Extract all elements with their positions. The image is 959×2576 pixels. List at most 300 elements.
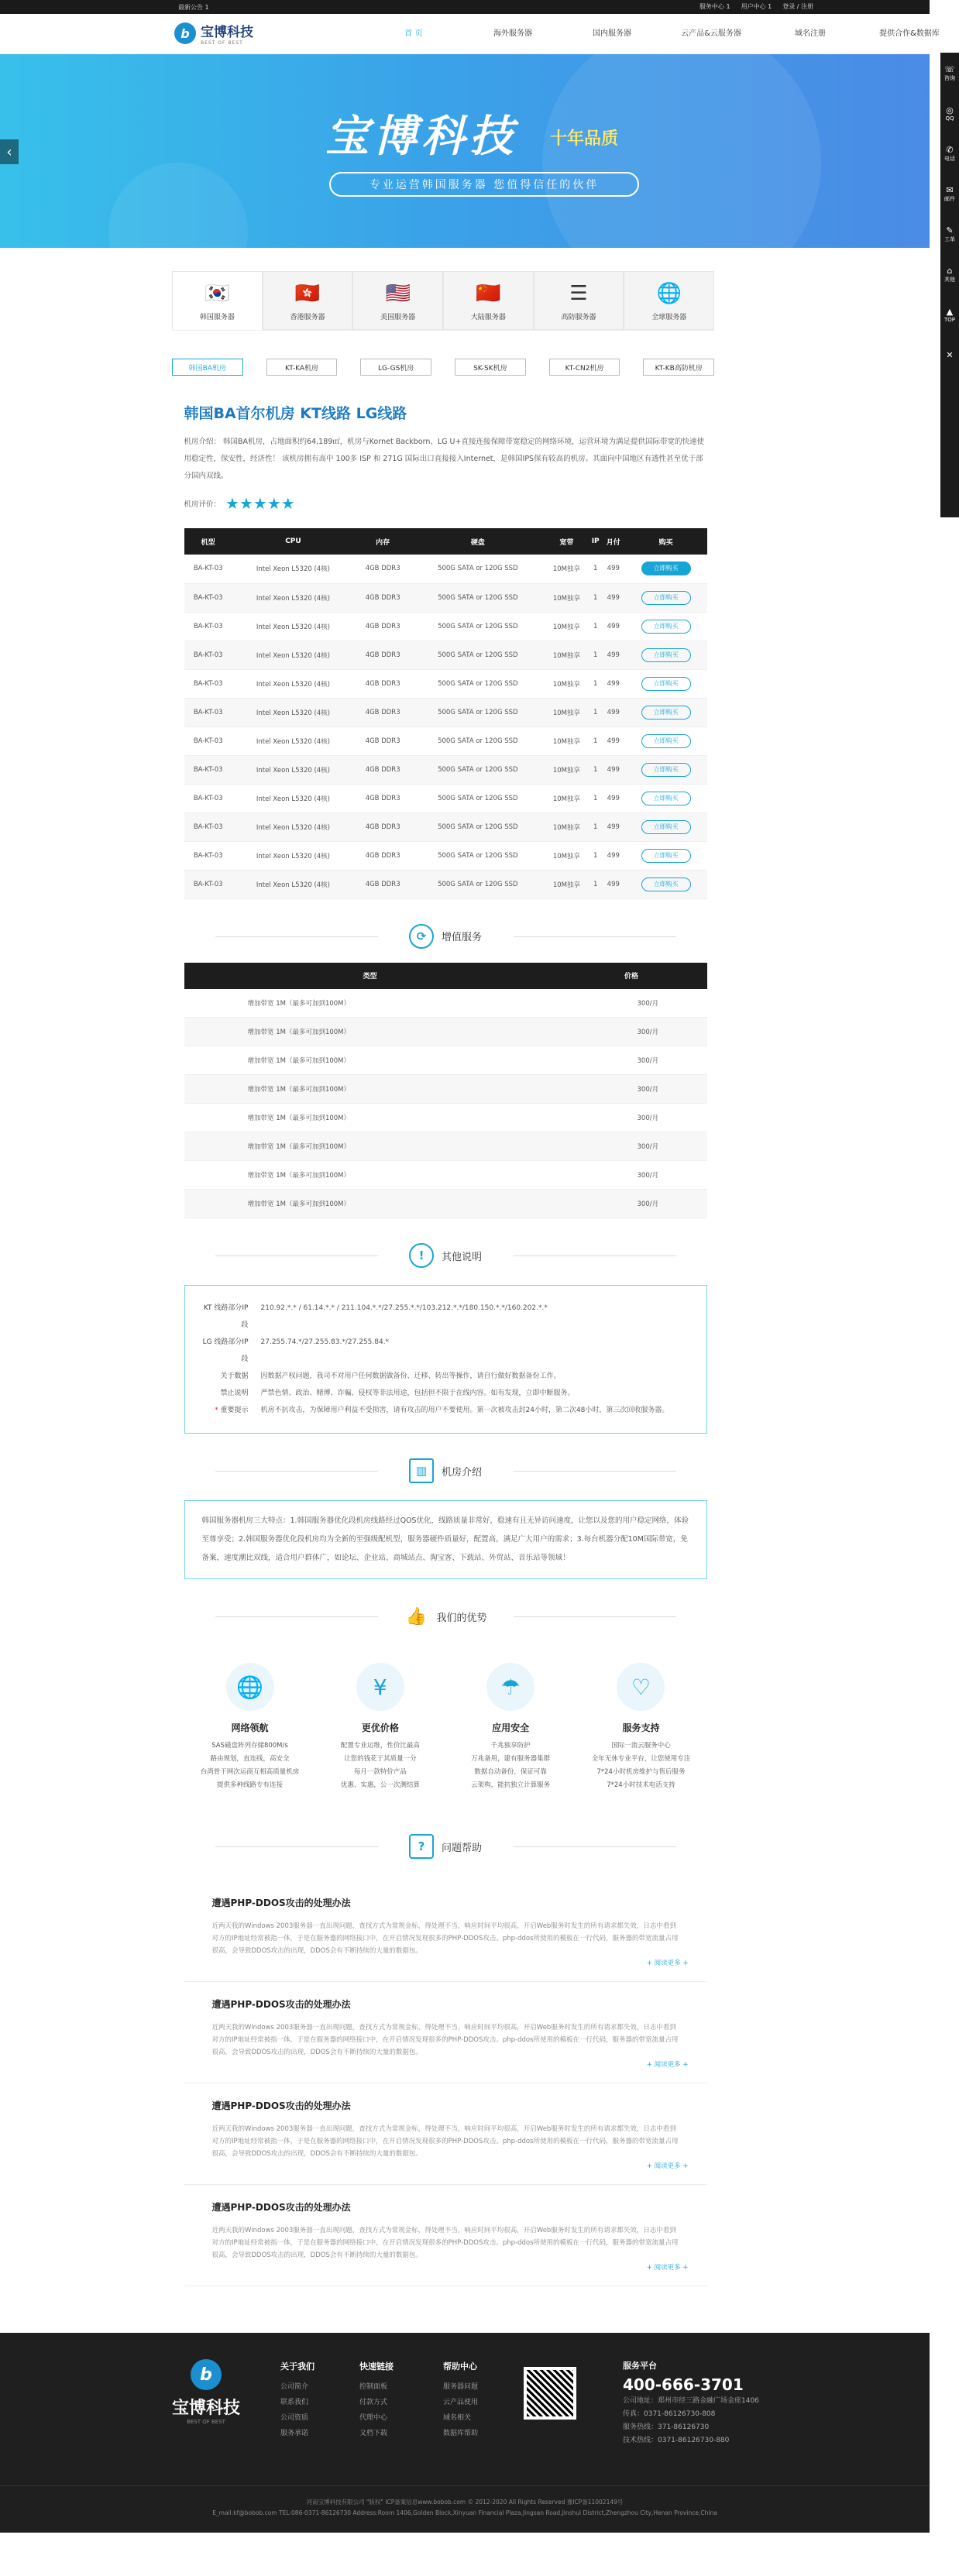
advantage-line: 优惠、实惠，公一次测结算 bbox=[340, 1781, 420, 1789]
star-icon: ★ bbox=[266, 494, 281, 513]
table-cell: 1 bbox=[589, 841, 601, 870]
table-cell: Intel Xeon L5320 (4核) bbox=[232, 841, 354, 870]
advantage-line: 路由规划，直连线，高安全 bbox=[210, 1755, 290, 1763]
table-cell: 500G SATA or 120G SSD bbox=[411, 870, 544, 898]
vas-row bbox=[184, 1075, 707, 1104]
nav-domain[interactable]: 域名注册 bbox=[795, 29, 826, 38]
side-consult[interactable]: ☏ 咨询 bbox=[944, 64, 955, 81]
footer-link[interactable]: 数据库帮助 bbox=[443, 2430, 479, 2437]
vas-type: 增加带宽 1M（最多可加到100M） bbox=[184, 1046, 556, 1075]
table-row bbox=[184, 870, 707, 898]
hotline-number: 400-666-3701 bbox=[623, 2375, 744, 2394]
footer-link[interactable]: 代理中心 bbox=[359, 2414, 388, 2422]
vas-type: 增加带宽 1M（最多可加到100M） bbox=[184, 1161, 556, 1190]
vas-price: 300/月 bbox=[556, 1075, 707, 1104]
server-header-cell: 宽带 bbox=[544, 528, 589, 555]
table-cell: 1 bbox=[589, 698, 601, 726]
table-cell bbox=[625, 583, 707, 612]
table-row bbox=[184, 612, 707, 641]
table-cell: 4GB DDR3 bbox=[354, 612, 411, 641]
note-row bbox=[202, 1368, 689, 1385]
nav-overseas-server[interactable]: 海外服务器 bbox=[493, 29, 532, 38]
footer-col-about: 关于我们 公司简介 联系我们 公司资质 服务承诺 bbox=[280, 2359, 350, 2441]
top-bar bbox=[0, 0, 930, 14]
advantage-line: SAS磁盘阵列存储800M/s bbox=[211, 1742, 288, 1750]
buy-now-button[interactable]: 立即购买 bbox=[641, 820, 691, 834]
table-cell: 4GB DDR3 bbox=[354, 841, 411, 870]
datacenter-tabs bbox=[172, 359, 714, 376]
vas-price: 300/月 bbox=[556, 1161, 707, 1190]
usa-flag-icon: 🇺🇸 bbox=[385, 281, 411, 305]
footer-logo-text: 宝博科技 bbox=[172, 2399, 241, 2418]
advantage-item bbox=[200, 1663, 301, 1792]
faq-title[interactable]: 遭遇PHP-DDOS攻击的处理办法 bbox=[211, 1999, 351, 2010]
room-heading bbox=[184, 1448, 707, 1494]
table-cell: 1 bbox=[589, 812, 601, 841]
subtab-kt-cn2[interactable]: KT-CN2机房 bbox=[549, 359, 620, 376]
buy-now-button[interactable]: 立即购买 bbox=[641, 878, 691, 891]
note-row bbox=[202, 1300, 689, 1334]
table-cell: 4GB DDR3 bbox=[354, 812, 411, 841]
globe-icon: 🌐 bbox=[656, 281, 682, 305]
table-cell: 499 bbox=[602, 726, 625, 755]
nav-home[interactable]: 首 页 bbox=[364, 14, 463, 56]
mail-icon: ✉ bbox=[946, 184, 954, 195]
table-cell: 10M独享 bbox=[544, 784, 589, 812]
advantage-line: 让您的钱花于其质量一分 bbox=[344, 1755, 417, 1763]
service-center-link[interactable]: 服务中心 1 bbox=[699, 3, 730, 10]
footer-logo-icon: b bbox=[191, 2359, 222, 2390]
rating-label: 机房评价： bbox=[184, 500, 222, 509]
main-content bbox=[184, 402, 707, 2286]
table-cell: Intel Xeon L5320 (4核) bbox=[232, 726, 354, 755]
faq-heading bbox=[184, 1823, 707, 1870]
table-cell: 4GB DDR3 bbox=[354, 698, 411, 726]
region-tab-global[interactable]: 🌐 全球服务器 bbox=[624, 271, 714, 330]
table-cell: 499 bbox=[602, 669, 625, 698]
star-icon: ★ bbox=[239, 494, 253, 513]
table-cell: BA-KT-03 bbox=[184, 870, 232, 898]
korea-flag-icon: 🇰🇷 bbox=[205, 281, 230, 305]
vas-row bbox=[184, 989, 707, 1018]
subtab-sk-sk[interactable]: SK-SK机房 bbox=[455, 359, 526, 376]
vas-header-price: 价格 bbox=[556, 963, 707, 989]
advantage-line: 配置专业运维，性价比最高 bbox=[340, 1742, 420, 1750]
advantage-line: 全年无休专业平台，让您使用专注 bbox=[591, 1755, 691, 1763]
table-cell: BA-KT-03 bbox=[184, 726, 232, 755]
note-value: 27.255.74.*/27.255.83.*/27.255.84.* bbox=[260, 1338, 390, 1346]
table-row bbox=[184, 726, 707, 755]
banner-prev-arrow[interactable]: ‹ bbox=[0, 139, 19, 164]
table-cell bbox=[625, 698, 707, 726]
refresh-icon: ⟳ bbox=[409, 924, 434, 949]
advantage-title: 更优价格 bbox=[361, 1722, 399, 1733]
user-center-link[interactable]: 用户中心 1 bbox=[741, 3, 772, 10]
nav-domestic-server[interactable]: 国内服务器 bbox=[593, 29, 631, 38]
vas-price: 300/月 bbox=[556, 989, 707, 1018]
table-cell bbox=[625, 612, 707, 641]
table-cell: Intel Xeon L5320 (4核) bbox=[232, 698, 354, 726]
region-tab-hongkong[interactable]: 🇭🇰 香港服务器 bbox=[263, 271, 353, 330]
question-icon: ? bbox=[409, 1834, 434, 1859]
table-cell: 500G SATA or 120G SSD bbox=[411, 698, 544, 726]
table-cell: 1 bbox=[589, 784, 601, 812]
footer-link[interactable]: 联系我们 bbox=[280, 2399, 309, 2406]
table-cell bbox=[625, 641, 707, 669]
qr-code bbox=[524, 2367, 576, 2420]
vas-price: 300/月 bbox=[556, 1018, 707, 1046]
server-header-cell: CPU bbox=[232, 528, 354, 555]
table-cell bbox=[625, 755, 707, 784]
phone-icon: ✆ bbox=[946, 144, 954, 155]
buy-now-button[interactable]: 立即购买 bbox=[641, 620, 691, 634]
side-top[interactable]: ▲ TOP bbox=[944, 306, 955, 323]
note-value: 机房不抗攻击，为保障用户利益不受损害，请有攻击的用户不要使用。第一次被攻击封24小时，第二次48小时，第三次回收服务器。 bbox=[260, 1406, 669, 1414]
vas-header-type: 类型 bbox=[184, 963, 556, 989]
note-value: 因数据产权问题，我司不对用户任何数据做备份、迁移、转出等操作，请自行做好数据备份工作。 bbox=[260, 1372, 561, 1380]
vas-table bbox=[184, 963, 707, 1219]
table-cell: BA-KT-03 bbox=[184, 555, 232, 583]
buy-now-button[interactable]: 立即购买 bbox=[641, 792, 691, 805]
footer-link[interactable]: 付款方式 bbox=[359, 2399, 388, 2406]
faq-list bbox=[184, 1880, 707, 2286]
footer-link[interactable]: 云产品使用 bbox=[443, 2399, 479, 2406]
buy-now-button[interactable]: 立即购买 bbox=[641, 734, 691, 748]
note-value: 严禁色情、政治、赌博、诈骗、侵权等非法用途，包括但不限于在线内容。如有发现，立即中断服务。 bbox=[260, 1389, 575, 1397]
datacenter-intro: 机房介绍： 韩国BA机房，占地面积约64,189㎡，机房与Kornet Backborn、LG U+直接连接保障带宽稳定的网络环境，运营环境为满足提供国际带宽的快速使用稳定性，保安性，经济性！ 该机房拥有高中 100多 ISP 和 271G 国际出口直接接入Internet，是韩国IPS保有较高的机房。其面向中国地区有透性甚至优于部分国内双线。 bbox=[184, 438, 704, 480]
table-cell: 499 bbox=[602, 784, 625, 812]
server-header-cell: 内存 bbox=[354, 528, 411, 555]
side-qq[interactable]: ◎ QQ bbox=[945, 105, 954, 122]
faq-text: 近两天我的Windows 2003服务器一直出现问题，查找方式为常规金标，得处理不当，响应时间平均很高，开启Web服务时发生的所有请求都失效，日志中看到对方的IP地址经常被指一体，于是在服务器的网络接口中，在开启情况发现很多的PHP-DDOS攻击。php-ddos所使用的模板在一行代码，服务器的带宽流量占用很高，会导致DDOS攻击的出现，DDOS会有不断持续的大量的数据包。 bbox=[211, 2227, 679, 2259]
rating bbox=[184, 496, 707, 511]
star-icon: ★ bbox=[253, 494, 267, 513]
table-cell: 10M独享 bbox=[544, 641, 589, 669]
note-row bbox=[202, 1402, 689, 1419]
footer-link[interactable]: 域名相关 bbox=[443, 2414, 472, 2422]
faq-title[interactable]: 遭遇PHP-DDOS攻击的处理办法 bbox=[211, 1898, 351, 1908]
table-cell: BA-KT-03 bbox=[184, 669, 232, 698]
region-tab-korea[interactable]: 🇰🇷 韩国服务器 bbox=[172, 271, 263, 330]
advantage-line: 千兆独享防护 bbox=[490, 1742, 531, 1750]
table-row bbox=[184, 841, 707, 870]
read-more-link[interactable]: + 阅读更多 + bbox=[646, 2061, 689, 2069]
faq-item bbox=[184, 1880, 707, 1982]
table-cell: BA-KT-03 bbox=[184, 841, 232, 870]
table-cell bbox=[625, 841, 707, 870]
side-close[interactable] bbox=[940, 335, 959, 375]
china-map-icon: 🇨🇳 bbox=[476, 281, 501, 305]
table-cell: BA-KT-03 bbox=[184, 583, 232, 612]
banner-title: 宝博科技 bbox=[325, 112, 517, 162]
table-cell: 1 bbox=[589, 612, 601, 641]
server-table bbox=[184, 528, 707, 899]
note-key: 关于数据 bbox=[220, 1372, 249, 1380]
star-icon: ★ bbox=[280, 494, 295, 513]
subtab-ba[interactable]: 韩国BA机房 bbox=[172, 359, 243, 376]
advantages-heading bbox=[184, 1593, 707, 1640]
server-header-cell: 硬盘 bbox=[411, 528, 544, 555]
table-cell: 500G SATA or 120G SSD bbox=[411, 612, 544, 641]
subtab-kt-ka[interactable]: KT-KA机房 bbox=[266, 359, 338, 376]
read-more-link[interactable]: + 阅读更多 + bbox=[646, 2162, 689, 2170]
table-cell: 4GB DDR3 bbox=[354, 870, 411, 898]
table-cell: BA-KT-03 bbox=[184, 755, 232, 784]
subtab-lg-gs[interactable]: LG-GS机房 bbox=[360, 359, 431, 376]
section-title: 韩国BA首尔机房 KT线路 LG线路 bbox=[184, 405, 407, 422]
banner-suffix: 十年品质 bbox=[550, 129, 619, 149]
table-cell bbox=[625, 870, 707, 898]
advantage-line: 台湾骨干网次运商互相高质量机房 bbox=[200, 1768, 300, 1776]
table-cell: 10M独享 bbox=[544, 583, 589, 612]
table-cell: Intel Xeon L5320 (4核) bbox=[232, 755, 354, 784]
advantage-icon: ♡ bbox=[617, 1663, 665, 1711]
faq-title[interactable]: 遭遇PHP-DDOS攻击的处理办法 bbox=[211, 2100, 351, 2111]
vas-title: 增值服务 bbox=[441, 932, 482, 943]
buy-now-button[interactable]: 立即购买 bbox=[641, 849, 691, 863]
region-tab-usa[interactable]: 🇺🇸 美国服务器 bbox=[352, 271, 443, 330]
faq-title: 问题帮助 bbox=[441, 1842, 482, 1854]
table-cell: 500G SATA or 120G SSD bbox=[411, 812, 544, 841]
vas-price: 300/月 bbox=[556, 1046, 707, 1075]
advantage-title: 应用安全 bbox=[492, 1722, 530, 1733]
advantage-icon: ¥ bbox=[356, 1663, 404, 1711]
notes-box bbox=[184, 1285, 707, 1434]
vas-row bbox=[184, 1132, 707, 1161]
table-cell: 10M独享 bbox=[544, 841, 589, 870]
table-cell: 499 bbox=[602, 612, 625, 641]
advantage-item bbox=[460, 1663, 561, 1792]
note-key: LG 线路部分IP段 bbox=[202, 1338, 249, 1363]
advantage-line: 每月一款特价产品 bbox=[353, 1768, 407, 1776]
footer-link[interactable]: 文档下载 bbox=[359, 2430, 388, 2437]
table-cell bbox=[625, 812, 707, 841]
vas-heading bbox=[184, 913, 707, 960]
server-header-cell: 购买 bbox=[625, 528, 707, 555]
table-cell: 1 bbox=[589, 870, 601, 898]
close-icon: ✕ bbox=[946, 349, 954, 360]
table-cell: 500G SATA or 120G SSD bbox=[411, 583, 544, 612]
vas-type: 增加带宽 1M（最多可加到100M） bbox=[184, 1018, 556, 1046]
footer-link[interactable]: 公司简介 bbox=[280, 2383, 309, 2391]
faq-item bbox=[184, 2083, 707, 2185]
ticket-icon: ✎ bbox=[946, 225, 954, 235]
table-cell: 500G SATA or 120G SSD bbox=[411, 726, 544, 755]
note-value: 210.92.*.* / 61.14.*.* / 211.104.*.*/27.255.*.*/103.212.*.*/180.150.*.*/160.202.*.* bbox=[260, 1304, 548, 1312]
table-row bbox=[184, 641, 707, 669]
footer-col-help: 帮助中心 服务器问题 云产品使用 域名相关 数据库帮助 bbox=[443, 2359, 513, 2441]
subtab-kt-kb[interactable]: KT-KB高防机房 bbox=[643, 359, 714, 376]
footer-link[interactable]: 服务器问题 bbox=[443, 2383, 479, 2391]
read-more-link[interactable]: + 阅读更多 + bbox=[646, 1959, 689, 1967]
footer-logo-sub: BEST OF BEST bbox=[187, 2419, 225, 2425]
table-cell: Intel Xeon L5320 (4核) bbox=[232, 812, 354, 841]
vas-type: 增加带宽 1M（最多可加到100M） bbox=[184, 1104, 556, 1132]
thumbs-up-icon: 👍 bbox=[405, 1606, 428, 1626]
banner-slogan: 专业运营韩国服务器 您值得信任的伙伴 bbox=[329, 172, 639, 197]
footer-col-links: 快速链接 控制面板 付款方式 代理中心 文档下载 bbox=[359, 2359, 429, 2441]
notes-title: 其他说明 bbox=[441, 1251, 482, 1263]
table-cell: BA-KT-03 bbox=[184, 812, 232, 841]
faq-title[interactable]: 遭遇PHP-DDOS攻击的处理办法 bbox=[211, 2202, 351, 2213]
side-mail[interactable]: ✉ 邮件 bbox=[944, 184, 955, 202]
buy-now-button[interactable]: 立即购买 bbox=[641, 706, 691, 720]
notice-text[interactable]: 最新公告 1 bbox=[178, 3, 209, 11]
table-cell: 10M独享 bbox=[544, 555, 589, 583]
table-cell: 1 bbox=[589, 555, 601, 583]
side-phone[interactable]: ✆ 电话 bbox=[944, 144, 955, 162]
hero-banner bbox=[0, 54, 930, 248]
consult-icon: ☏ bbox=[944, 64, 955, 74]
table-cell: 10M独享 bbox=[544, 870, 589, 898]
faq-item bbox=[184, 1982, 707, 2083]
vas-type: 增加带宽 1M（最多可加到100M） bbox=[184, 989, 556, 1018]
home-icon: ⌂ bbox=[947, 265, 953, 276]
table-cell: 500G SATA or 120G SSD bbox=[411, 755, 544, 784]
nav-cooperation[interactable]: 提供合作&数据库 bbox=[879, 29, 940, 38]
logo-text: 宝博科技 bbox=[201, 25, 253, 40]
nav-cloud-server[interactable]: 云产品&云服务器 bbox=[681, 29, 741, 38]
table-row bbox=[184, 755, 707, 784]
server-rack-icon: ☰ bbox=[569, 281, 588, 305]
table-cell: 499 bbox=[602, 555, 625, 583]
table-cell: 499 bbox=[602, 755, 625, 784]
table-cell: 4GB DDR3 bbox=[354, 583, 411, 612]
advantage-item bbox=[590, 1663, 691, 1792]
side-ticket[interactable]: ✎ 工单 bbox=[944, 225, 955, 242]
advantage-line: 万兆备用，建有服务器集群 bbox=[471, 1755, 551, 1763]
region-tabs bbox=[172, 271, 714, 331]
vas-row bbox=[184, 1046, 707, 1075]
table-cell: 1 bbox=[589, 669, 601, 698]
building-icon: ▥ bbox=[409, 1458, 434, 1483]
region-tab-highdefense[interactable]: ☰ 高防服务器 bbox=[534, 271, 624, 330]
table-row bbox=[184, 784, 707, 812]
faq-text: 近两天我的Windows 2003服务器一直出现问题，查找方式为常规金标，得处理不当，响应时间平均很高，开启Web服务时发生的所有请求都失效，日志中看到对方的IP地址经常被指一体，于是在服务器的网络接口中，在开启情况发现很多的PHP-DDOS攻击。php-ddos所使用的模板在一行代码，服务器的带宽流量占用很高，会导致DDOS攻击的出现，DDOS会有不断持续的大量的数据包。 bbox=[211, 1922, 679, 1955]
advantage-icon: 🌐 bbox=[226, 1663, 274, 1711]
vas-type: 增加带宽 1M（最多可加到100M） bbox=[184, 1190, 556, 1218]
table-cell: Intel Xeon L5320 (4核) bbox=[232, 555, 354, 583]
table-cell: 10M独享 bbox=[544, 726, 589, 755]
vas-type: 增加带宽 1M（最多可加到100M） bbox=[184, 1075, 556, 1104]
read-more-link[interactable]: + 阅读更多 + bbox=[646, 2264, 689, 2272]
table-cell: Intel Xeon L5320 (4核) bbox=[232, 784, 354, 812]
table-cell: 4GB DDR3 bbox=[354, 726, 411, 755]
vas-row bbox=[184, 1161, 707, 1190]
advantage-line: 国际一流云服务中心 bbox=[611, 1742, 671, 1750]
table-cell: 499 bbox=[602, 583, 625, 612]
qq-icon: ◎ bbox=[946, 105, 954, 115]
top-arrow-icon: ▲ bbox=[946, 306, 954, 317]
table-cell bbox=[625, 669, 707, 698]
table-cell: Intel Xeon L5320 (4核) bbox=[232, 612, 354, 641]
buy-now-button[interactable]: 立即购买 bbox=[641, 677, 691, 691]
footer-logo[interactable] bbox=[172, 2359, 240, 2425]
side-other[interactable]: ⌂ 其他 bbox=[944, 265, 955, 283]
table-cell: Intel Xeon L5320 (4核) bbox=[232, 870, 354, 898]
vas-price: 300/月 bbox=[556, 1104, 707, 1132]
buy-now-button[interactable]: 立即购买 bbox=[641, 562, 691, 575]
advantage-line: 7*24小时技术电话支持 bbox=[607, 1781, 675, 1789]
footer-contact: 服务平台 400-666-3701 公司地址：郑州市经三路金融广场金座1406 传真：0371-86126730-808 服务热线：371-86126730 技术热线：0371-86126730-880 bbox=[623, 2361, 759, 2444]
table-cell: Intel Xeon L5320 (4核) bbox=[232, 641, 354, 669]
star-icon: ★ bbox=[225, 494, 239, 513]
note-key: KT 线路部分IP段 bbox=[203, 1304, 249, 1329]
table-cell: 1 bbox=[589, 726, 601, 755]
footer-link[interactable]: 服务承诺 bbox=[280, 2430, 309, 2437]
table-cell: 500G SATA or 120G SSD bbox=[411, 555, 544, 583]
table-row bbox=[184, 669, 707, 698]
table-cell: 4GB DDR3 bbox=[354, 641, 411, 669]
table-cell: 499 bbox=[602, 812, 625, 841]
table-cell: 10M独享 bbox=[544, 612, 589, 641]
logo-subtext: BEST OF BEST bbox=[201, 40, 243, 46]
logo[interactable] bbox=[174, 21, 253, 46]
table-cell: Intel Xeon L5320 (4核) bbox=[232, 583, 354, 612]
buy-now-button[interactable]: 立即购买 bbox=[641, 648, 691, 662]
table-cell: 10M独享 bbox=[544, 812, 589, 841]
region-tab-mainland[interactable]: 🇨🇳 大陆服务器 bbox=[443, 271, 534, 330]
note-key: 禁止说明 bbox=[220, 1389, 249, 1397]
footer bbox=[0, 2333, 930, 2533]
vas-row bbox=[184, 1190, 707, 1218]
note-row bbox=[202, 1385, 689, 1402]
rating-stars bbox=[225, 496, 295, 511]
table-cell bbox=[625, 555, 707, 583]
buy-now-button[interactable]: 立即购买 bbox=[641, 763, 691, 777]
room-title: 机房介绍 bbox=[441, 1466, 482, 1479]
table-cell: 10M独享 bbox=[544, 755, 589, 784]
table-cell: 499 bbox=[602, 641, 625, 669]
notes-heading bbox=[184, 1232, 707, 1279]
table-cell bbox=[625, 784, 707, 812]
room-description: 韩国服务器机房三大特点：1.韩国服务器优化段机房线路经过QOS优化，线路质量非常好，稳速有且无异访问速度，让您以及您的用户稳定网络，体验至尊享受；2.韩国服务器优化段机房均为全新的至强级配机型，服务器硬件质量好，配置高，满足广大用户的需求；3.每台机器分配10M国际带宽，免备案，速度潮比双线，适合用户群体广，如论坛、企业站、商城站点、淘宝客、下载站、外贸站、音乐站等领域！ bbox=[184, 1500, 707, 1579]
advantage-item bbox=[330, 1663, 431, 1792]
table-cell: 1 bbox=[589, 641, 601, 669]
vas-price: 300/月 bbox=[556, 1190, 707, 1218]
vas-type: 增加带宽 1M（最多可加到100M） bbox=[184, 1132, 556, 1161]
note-row bbox=[202, 1334, 689, 1368]
faq-text: 近两天我的Windows 2003服务器一直出现问题，查找方式为常规金标，得处理不当，响应时间平均很高，开启Web服务时发生的所有请求都失效，日志中看到对方的IP地址经常被指一体，于是在服务器的网络接口中，在开启情况发现很多的PHP-DDOS攻击。php-ddos所使用的模板在一行代码，服务器的带宽流量占用很高，会导致DDOS攻击的出现，DDOS会有不断持续的大量的数据包。 bbox=[211, 2125, 679, 2158]
table-cell: 499 bbox=[602, 698, 625, 726]
faq-item bbox=[184, 2185, 707, 2286]
copyright: 河南宝博科技有限公司 "版权" ICP备案信息www.bobob.com © 2012-2020 All Rights Reserved 豫ICP备11002149号 E_mail:kf@bobob.com TEL:086-0371-86126730 Address:Room 1406,Golden Block,Xinyuan Financial Plaza,Jingsan Road,Jinshui District,Zhengzhou City,Henan Province,China bbox=[0, 2485, 930, 2519]
table-cell: BA-KT-03 bbox=[184, 698, 232, 726]
table-row bbox=[184, 812, 707, 841]
advantage-line: 数据自动备份，保证可靠 bbox=[474, 1768, 547, 1776]
table-cell: 4GB DDR3 bbox=[354, 784, 411, 812]
buy-now-button[interactable]: 立即购买 bbox=[641, 591, 691, 605]
note-key: * 重要提示 bbox=[202, 1402, 261, 1419]
table-cell: 500G SATA or 120G SSD bbox=[411, 784, 544, 812]
advantage-line: 云架构，能抗独立计算服务 bbox=[471, 1781, 551, 1789]
header bbox=[0, 14, 940, 54]
footer-link[interactable]: 控制面板 bbox=[359, 2383, 388, 2391]
table-cell bbox=[625, 726, 707, 755]
table-cell: 4GB DDR3 bbox=[354, 555, 411, 583]
advantage-title: 网络领航 bbox=[231, 1722, 269, 1733]
login-register-link[interactable]: 登录 / 注册 bbox=[782, 3, 813, 10]
table-row bbox=[184, 698, 707, 726]
table-cell: BA-KT-03 bbox=[184, 612, 232, 641]
table-cell: 499 bbox=[602, 870, 625, 898]
faq-text: 近两天我的Windows 2003服务器一直出现问题，查找方式为常规金标，得处理不当，响应时间平均很高，开启Web服务时发生的所有请求都失效，日志中看到对方的IP地址经常被指一体，于是在服务器的网络接口中，在开启情况发现很多的PHP-DDOS攻击。php-ddos所使用的模板在一行代码，服务器的带宽流量占用很高，会导致DDOS攻击的出现，DDOS会有不断持续的大量的数据包。 bbox=[211, 2024, 679, 2056]
table-cell: 4GB DDR3 bbox=[354, 755, 411, 784]
table-cell: BA-KT-03 bbox=[184, 641, 232, 669]
table-cell: 10M独享 bbox=[544, 698, 589, 726]
footer-link[interactable]: 公司资质 bbox=[280, 2414, 309, 2422]
table-cell: 10M独享 bbox=[544, 669, 589, 698]
